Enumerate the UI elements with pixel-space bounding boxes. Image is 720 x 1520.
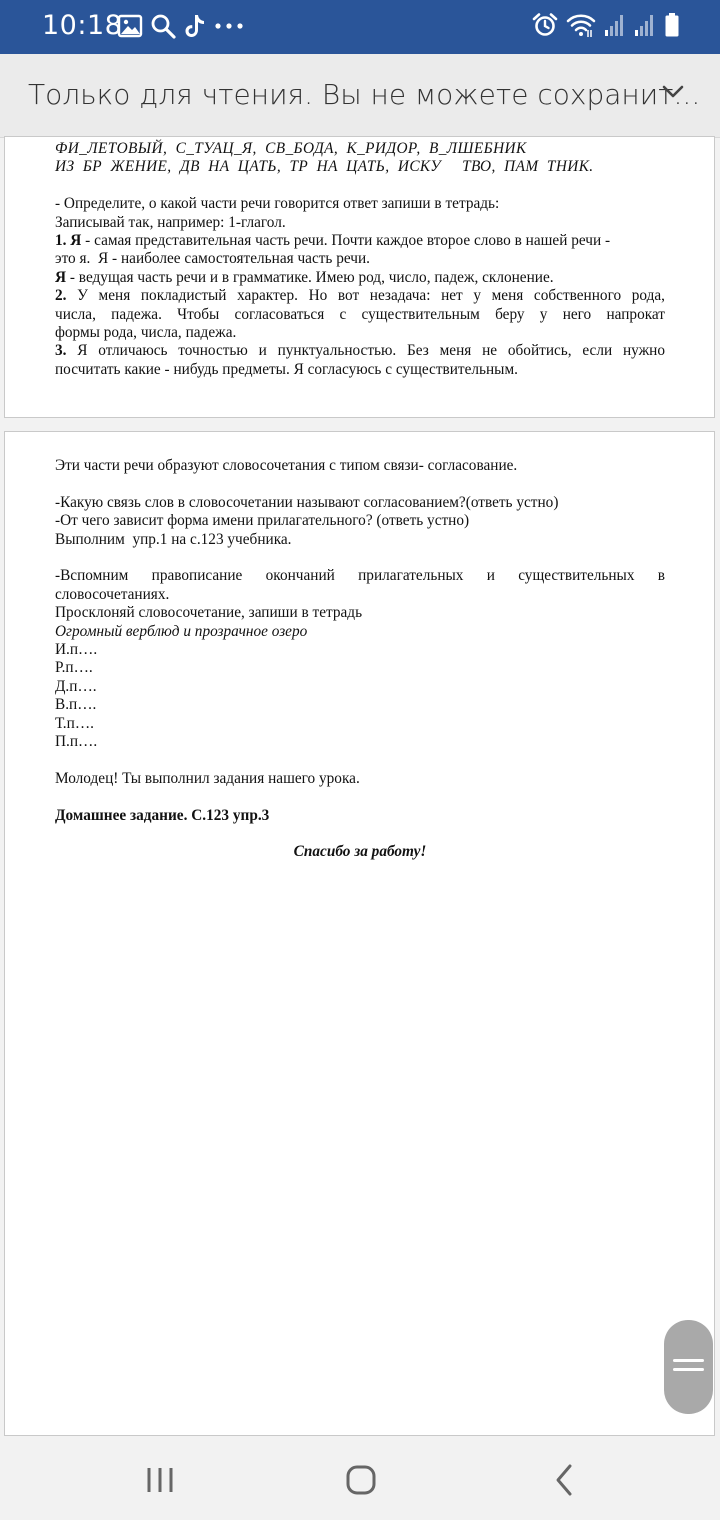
riddle-number: 1. Я bbox=[55, 232, 82, 250]
bold-word: Я bbox=[55, 268, 67, 286]
navigation-bar bbox=[0, 1438, 720, 1520]
riddle-text: - самая представительная часть речи. Почти каждое второе слово в нашей речи - bbox=[81, 232, 611, 250]
wifi-icon bbox=[566, 12, 596, 38]
text-line bbox=[55, 287, 665, 305]
text-line: это я. Я - наиболее самостоятельная часть речи. bbox=[55, 250, 370, 268]
recent-apps-icon[interactable] bbox=[130, 1458, 190, 1502]
case-line: В.п…. bbox=[55, 696, 97, 714]
image-icon bbox=[118, 15, 142, 37]
text-line: Эти части речи образуют словосочетания с типом связи- согласование. bbox=[55, 457, 518, 474]
notification-icons bbox=[118, 13, 244, 39]
home-icon[interactable] bbox=[331, 1458, 391, 1502]
case-line: Т.п…. bbox=[55, 714, 94, 732]
text-line: Записывай так, например: 1-глагол. bbox=[55, 213, 286, 231]
text-line: словосочетаниях. bbox=[55, 585, 170, 603]
riddle-number: 3. bbox=[55, 342, 67, 360]
scroll-handle[interactable] bbox=[664, 1320, 713, 1414]
readonly-banner[interactable] bbox=[0, 54, 720, 138]
readonly-message: Только для чтения. Вы не можете сохранит... bbox=[28, 78, 701, 111]
text-line: -От чего зависит форма имени прилагательного? (ответь устно) bbox=[55, 512, 470, 530]
document-page bbox=[4, 136, 715, 418]
text-line: числа, падежа. Чтобы согласоваться с существительным беру у него напрокат bbox=[55, 305, 665, 323]
signal-icon bbox=[634, 13, 656, 37]
page-content bbox=[55, 457, 665, 862]
text-line: Молодец! Ты выполнил задания нашего урока. bbox=[55, 769, 360, 787]
text-line: -Вспомним правописание окончаний прилагательных и существительных в bbox=[55, 567, 665, 585]
handle-grip-icon bbox=[673, 1368, 704, 1371]
text-line bbox=[55, 342, 665, 360]
tiktok-icon bbox=[184, 13, 206, 39]
back-icon[interactable] bbox=[534, 1458, 594, 1502]
text-line: ФИ_ЛЕТОВЫЙ, С_ТУАЦ_Я, СВ_БОДА, К_РИДОР, В_ЛШЕБНИК bbox=[55, 140, 527, 157]
document-page bbox=[4, 431, 715, 1436]
document-viewport[interactable] bbox=[0, 138, 720, 1438]
riddle-number: 2. bbox=[55, 287, 67, 305]
text-line: Выполним упр.1 на с.123 учебника. bbox=[55, 530, 292, 548]
text-line bbox=[55, 269, 665, 287]
search-icon bbox=[150, 13, 176, 39]
status-time: 10:18 bbox=[42, 10, 123, 41]
text-line: посчитать какие - нибудь предметы. Я согласуюсь с существительным. bbox=[55, 360, 518, 378]
case-line: Д.п…. bbox=[55, 677, 97, 695]
handle-grip-icon bbox=[673, 1359, 704, 1362]
status-bar bbox=[0, 0, 720, 54]
text-line: Огромный верблюд и прозрачное озеро bbox=[55, 622, 308, 640]
closing-line: Спасибо за работу! bbox=[293, 843, 427, 861]
more-icon bbox=[214, 22, 244, 30]
riddle-text: - ведущая часть речи и в грамматике. Имею род, число, падеж, склонение. bbox=[66, 268, 554, 286]
text-line: - Определите, о какой части речи говорится ответ запиши в тетрадь: bbox=[55, 195, 500, 213]
homework-line: Домашнее задание. С.123 упр.3 bbox=[55, 806, 270, 824]
case-line: И.п…. bbox=[55, 641, 98, 659]
riddle-text: У меня покладистый характер. Но вот незадача: нет у меня собственного рода, bbox=[66, 287, 665, 305]
text-line: -Какую связь слов в словосочетании называют согласованием?(ответь устно) bbox=[55, 493, 559, 511]
system-icons bbox=[532, 12, 680, 38]
text-line: ИЗ БР ЖЕНИЕ, ДВ НА ЦАТЬ, ТР НА ЦАТЬ, ИСКУ ТВО, ПАМ ТНИК. bbox=[55, 158, 594, 176]
riddle-text: Я отличаюсь точностью и пунктуальностью. Без меня не обойтись, если нужно bbox=[66, 342, 665, 360]
text-line bbox=[55, 232, 665, 250]
chevron-down-icon[interactable] bbox=[662, 85, 684, 104]
case-line: П.п…. bbox=[55, 733, 98, 751]
case-line: Р.п…. bbox=[55, 659, 93, 677]
text-line: Просклоняй словосочетание, запиши в тетрадь bbox=[55, 604, 363, 622]
text-line: формы рода, числа, падежа. bbox=[55, 324, 237, 342]
battery-icon bbox=[664, 12, 680, 38]
signal-icon bbox=[604, 13, 626, 37]
alarm-icon bbox=[532, 12, 558, 38]
page-content bbox=[55, 140, 665, 379]
